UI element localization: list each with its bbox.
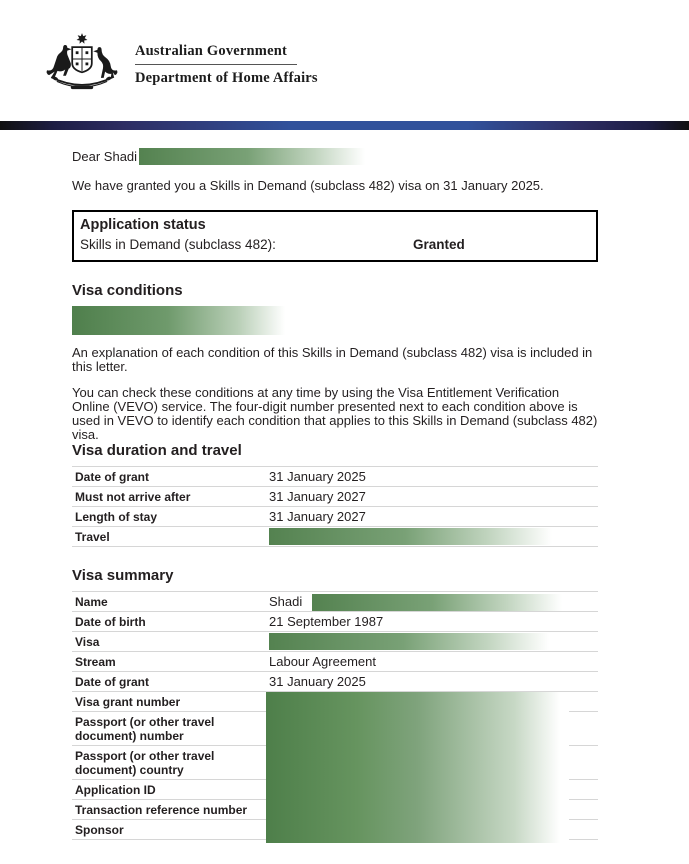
table-row [72,632,598,652]
row-label: Travel [75,530,110,544]
salutation [72,148,598,165]
salutation-text: Dear Shadi [72,149,138,164]
redaction-block-conditions [72,306,285,335]
redaction-block-visa [269,633,549,650]
row-label: Date of grant [75,675,150,689]
row-label: Visa [75,635,100,649]
row-label: Must not arrive after [75,490,191,504]
table-row [72,592,598,612]
application-status-title: Application status [80,217,206,233]
row-value: Shadi [269,594,306,609]
row-value: 31 January 2025 [269,674,366,689]
redaction-block-name [139,148,365,165]
application-status-row [80,235,590,254]
australian-coat-of-arms-icon [40,30,124,102]
agency-name-block [135,30,318,87]
table-row [72,672,598,692]
row-value: 31 January 2025 [269,469,366,484]
visa-conditions-heading: Visa conditions [72,282,183,299]
table-row [72,527,598,547]
row-label: Transaction reference number [75,803,248,817]
application-status-value: Granted [413,237,465,252]
header-gradient-bar [0,121,689,130]
application-status-item: Skills in Demand (subclass 482): [80,237,276,252]
visa-summary-heading: Visa summary [72,567,174,584]
government-header [40,30,318,102]
grant-intro-text: We have granted you a Skills in Demand (subclass 482) visa on 31 January 2025. [72,178,544,193]
visa-duration-table [72,466,598,547]
visa-summary-table-wrap [72,591,598,840]
table-row [72,652,598,672]
table-row [72,507,598,527]
row-label: Date of birth [75,615,146,629]
agency-line-government: Australian Government [135,43,288,59]
visa-duration-heading: Visa duration and travel [72,442,242,459]
row-label: Length of stay [75,510,158,524]
row-value: 21 September 1987 [269,614,384,629]
row-value: 31 January 2027 [269,509,366,524]
row-label: Passport (or other travel document) number [75,715,215,743]
row-value: 31 January 2027 [269,489,366,504]
row-label: Name [75,595,108,609]
table-row [72,467,598,487]
redaction-block-surname [312,594,562,611]
row-label: Stream [75,655,116,669]
row-label: Date of grant [75,470,150,484]
letter-body [72,148,598,840]
row-label: Passport (or other travel document) country [75,749,215,777]
table-row [72,612,598,632]
row-label: Sponsor [75,823,124,837]
redaction-block-summary-values [266,692,569,843]
row-label: Visa grant number [75,695,181,709]
agency-line-department: Department of Home Affairs [135,70,318,86]
row-label: Application ID [75,783,156,797]
application-status-box [72,210,598,262]
conditions-paragraph-2: You can check these conditions at any time by using the Visa Entitlement Verification Online (VEVO) service. The four-digit number presented next to each condition above is used in VEVO to identify each condition that applies to this Skills in Demand (subclass 482) visa. [72,385,598,442]
table-row [72,487,598,507]
agency-divider [135,64,297,65]
conditions-paragraph-1: An explanation of each condition of this Skills in Demand (subclass 482) visa is included in this letter. [72,345,593,374]
row-value: Labour Agreement [269,654,376,669]
redaction-block-travel [269,528,552,545]
